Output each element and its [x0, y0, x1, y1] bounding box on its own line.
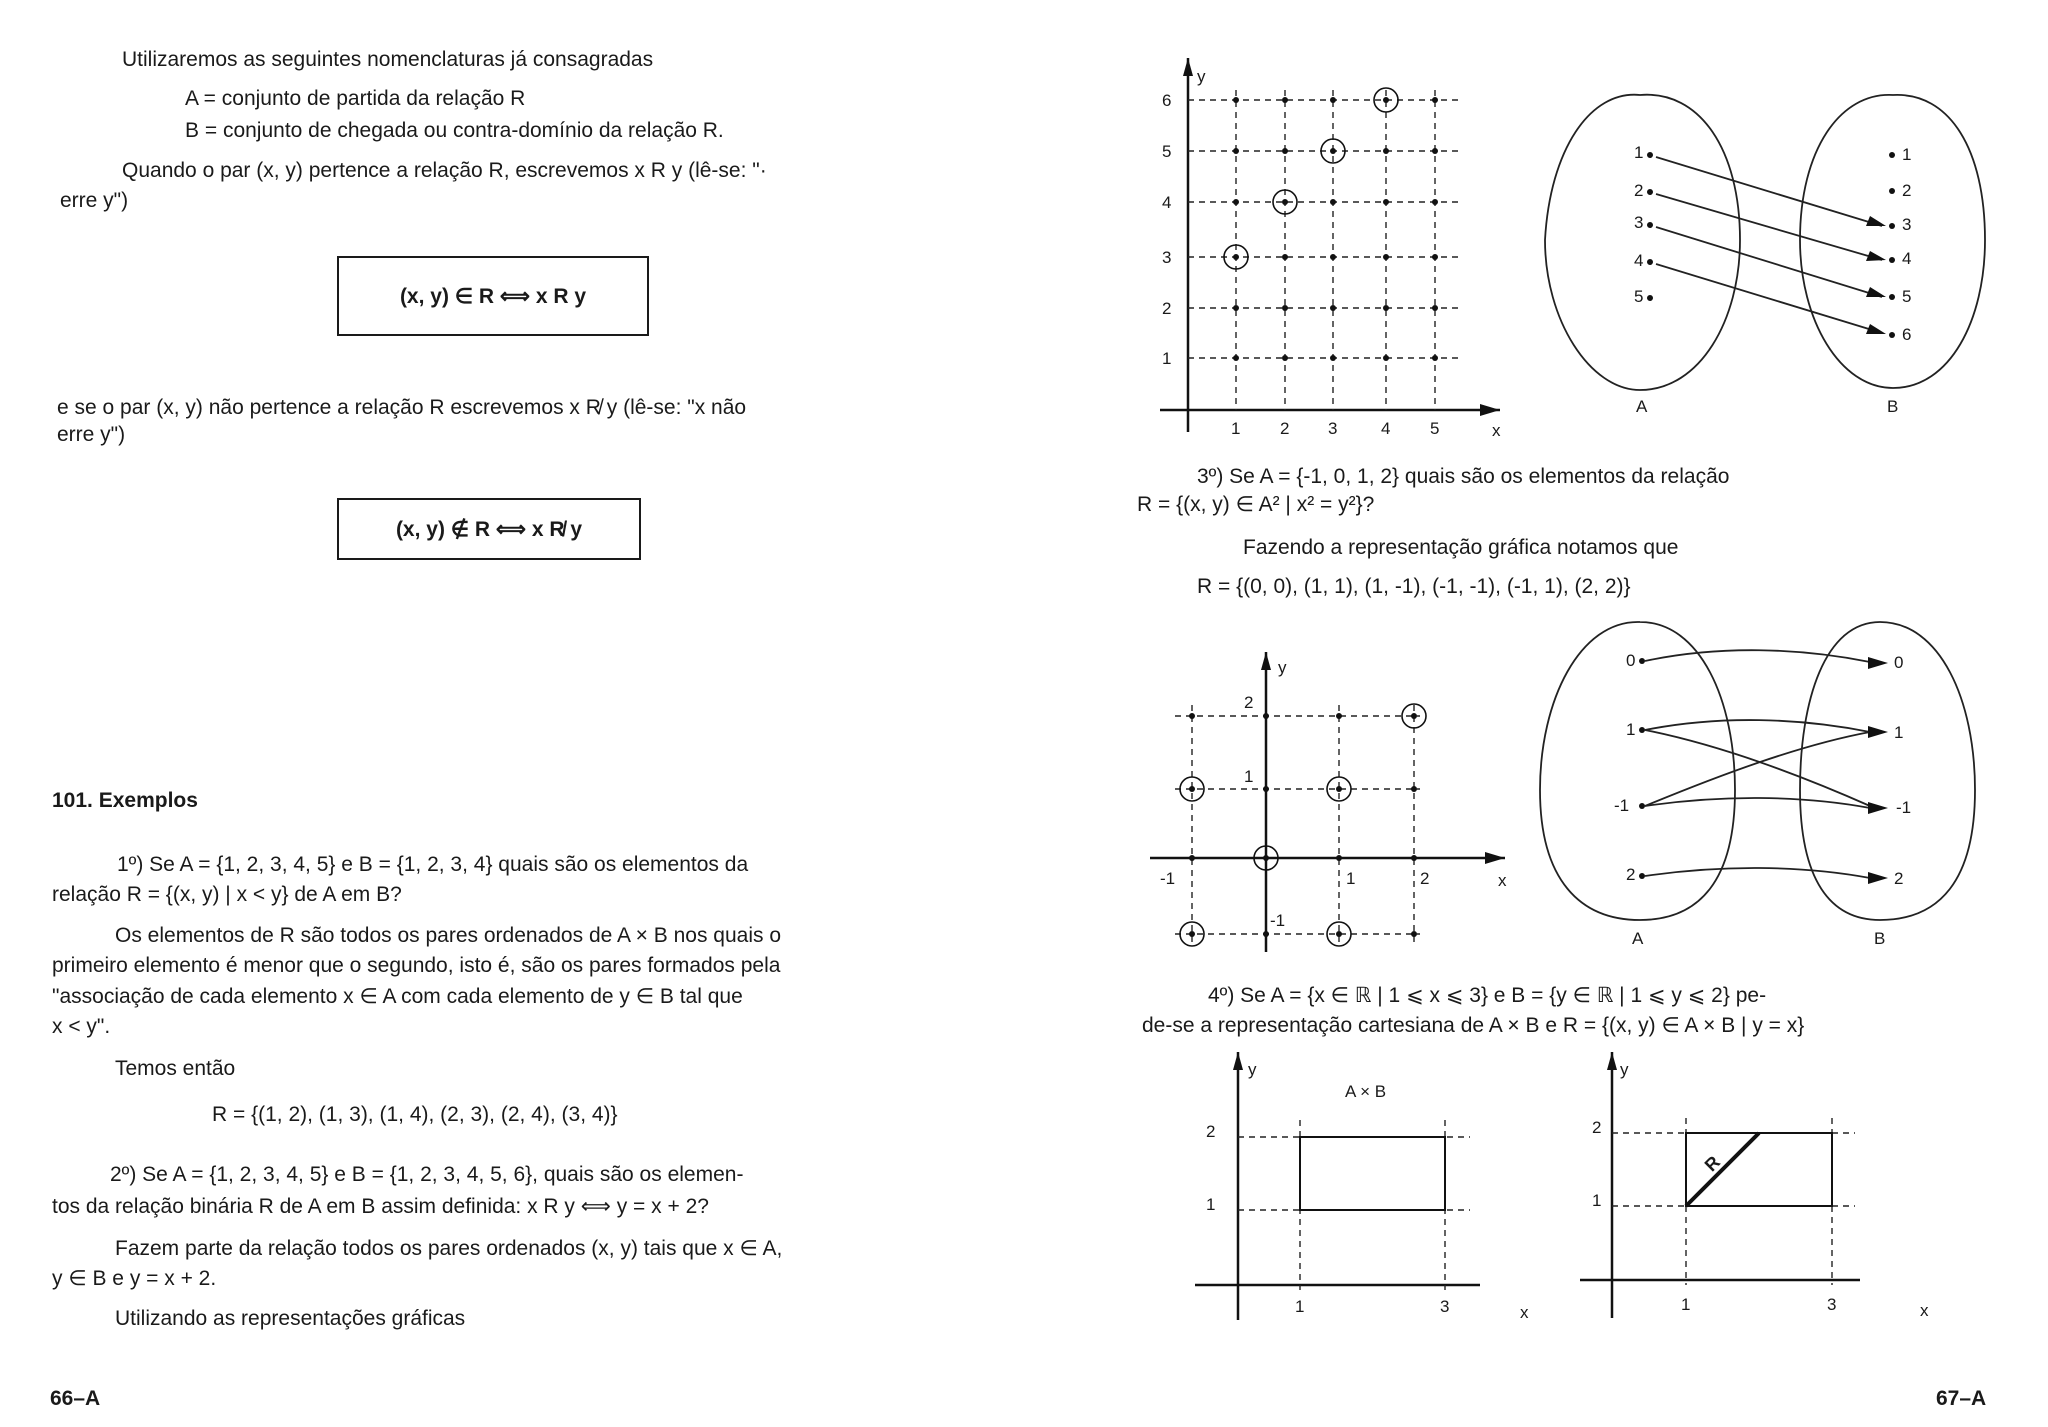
fig3-x-tick-1: 1 [1295, 1297, 1305, 1316]
paragraph-2-line-2: erre y") [57, 423, 126, 446]
example-1-line-2: relação R = {(x, y) | x < y} de A em B? [52, 883, 402, 906]
example-3-line-2: R = {(x, y) ∈ A² | x² = y²}? [1137, 493, 1375, 516]
example-2-line-2: tos da relação binária R de A em B assim definida: x R y ⟺ y = x + 2? [52, 1195, 709, 1218]
fig2-set-a-label: A [1632, 929, 1644, 948]
fig2-b-2: 2 [1894, 869, 1904, 888]
fig1-b-2: 2 [1902, 181, 1912, 200]
fig1-y-tick-3: 3 [1162, 248, 1172, 267]
fig1-a-5: 5 [1634, 287, 1644, 306]
fig4-y-label: y [1620, 1060, 1629, 1079]
fig3-y-label: y [1248, 1060, 1257, 1079]
fig1-x-tick-2: 2 [1280, 419, 1290, 438]
page-number-right: 67–A [1936, 1387, 1987, 1410]
fig1-x-tick-1: 1 [1231, 419, 1241, 438]
fig2-x-label: x [1498, 871, 1507, 890]
fig2-x-tick-2: 2 [1420, 869, 1430, 888]
fig2-a-neg1: -1 [1614, 796, 1630, 815]
example-1-result: R = {(1, 2), (1, 3), (1, 4), (2, 3), (2, 4), (3, 4)} [212, 1103, 618, 1126]
fig1-set-b-label: B [1887, 397, 1899, 416]
fig1-x-tick-4: 4 [1381, 419, 1391, 438]
fig4-y-tick-1: 1 [1592, 1191, 1602, 1210]
fig2-y-tick-2: 2 [1244, 693, 1254, 712]
fig1-y-tick-4: 4 [1162, 193, 1172, 212]
example-2-line-1: 2º) Se A = {1, 2, 3, 4, 5} e B = {1, 2, 3, 4, 5, 6}, quais são os elemen- [110, 1163, 744, 1186]
fig1-b-4: 4 [1902, 249, 1912, 268]
definition-b: B = conjunto de chegada ou contra-domínio da relação R. [185, 119, 724, 142]
fig1-a-4: 4 [1634, 251, 1644, 270]
fig3-title: A × B [1345, 1082, 1387, 1101]
fig3-x-tick-3: 3 [1440, 1297, 1450, 1316]
fig2-b-neg1: -1 [1896, 798, 1912, 817]
fig2-a-2: 2 [1626, 865, 1636, 884]
example-2-para-line-3: Utilizando as representações gráficas [115, 1307, 466, 1330]
fig1-b-1: 1 [1902, 145, 1912, 164]
fig1-b-6: 6 [1902, 325, 1912, 344]
formula-2: (x, y) ∉ R ⟺ x R̸ y [395, 517, 583, 541]
paragraph-1-line-2: erre y") [60, 189, 129, 212]
fig4-x-tick-3: 3 [1827, 1295, 1837, 1314]
fig1-a-1: 1 [1634, 143, 1644, 162]
fig3-y-tick-1: 1 [1206, 1195, 1216, 1214]
fig1-y-tick-6: 6 [1162, 91, 1172, 110]
fig1-x-tick-5: 5 [1430, 419, 1440, 438]
fig4-x-label: x [1920, 1301, 1929, 1320]
fig1-b-3: 3 [1902, 215, 1912, 234]
fig4-region-label: R [1700, 1151, 1725, 1176]
fig4-x-tick-1: 1 [1681, 1295, 1691, 1314]
fig1-x-label: x [1492, 421, 1501, 440]
example-4-line-2: de-se a representação cartesiana de A × B e R = {(x, y) ∈ A × B | y = x} [1142, 1014, 1805, 1037]
definition-a: A = conjunto de partida da relação R [185, 87, 526, 110]
fig2-y-tick-1: 1 [1244, 767, 1254, 786]
fig1-a-2: 2 [1634, 181, 1644, 200]
fig3-x-label: x [1520, 1303, 1529, 1322]
fig2-b-1: 1 [1894, 723, 1904, 742]
example-2-para-line-1: Fazem parte da relação todos os pares ordenados (x, y) tais que x ∈ A, [115, 1237, 783, 1260]
paragraph-1-line-1: Quando o par (x, y) pertence a relação R, escrevemos x R y (lê-se: "· [122, 159, 767, 182]
fig4-y-tick-2: 2 [1592, 1118, 1602, 1137]
fig1-a-3: 3 [1634, 213, 1644, 232]
fig2-x-tick-1: 1 [1346, 869, 1356, 888]
fig2-a-1: 1 [1626, 720, 1636, 739]
fig1-set-a-label: A [1636, 397, 1648, 416]
fig2-x-tick-neg1: -1 [1160, 869, 1176, 888]
fig3-y-tick-2: 2 [1206, 1122, 1216, 1141]
fig2-set-b-label: B [1874, 929, 1886, 948]
example-2-para-line-2: y ∈ B e y = x + 2. [52, 1267, 217, 1290]
fig1-y-tick-2: 2 [1162, 299, 1172, 318]
section-heading: 101. Exemplos [52, 789, 198, 812]
paragraph-2-line-1: e se o par (x, y) não pertence a relação R escrevemos x R̸ y (lê-se: "x não [57, 396, 747, 419]
formula-1: (x, y) ∈ R ⟺ x R y [399, 284, 587, 308]
example-4-line-1: 4º) Se A = {x ∈ ℝ | 1 ⩽ x ⩽ 3} e B = {y ∈ ℝ | 1 ⩽ y ⩽ 2} pe- [1208, 984, 1767, 1007]
example-1-para-line-2: primeiro elemento é menor que o segundo, isto é, são os pares formados pela [52, 954, 781, 977]
example-3-result: R = {(0, 0), (1, 1), (1, -1), (-1, -1), (-1, 1), (2, 2)} [1197, 575, 1631, 598]
example-1-line-1: 1º) Se A = {1, 2, 3, 4, 5} e B = {1, 2, 3, 4} quais são os elementos da [117, 853, 749, 876]
example-1-para-line-4: x < y". [52, 1015, 111, 1038]
example-3-para: Fazendo a representação gráfica notamos que [1243, 536, 1679, 559]
fig1-y-tick-1: 1 [1162, 349, 1172, 368]
fig4-relation-line [1686, 1133, 1759, 1206]
temos-entao: Temos então [115, 1057, 236, 1080]
example-1-para-line-1: Os elementos de R são todos os pares ordenados de A × B nos quais o [115, 924, 782, 947]
fig2-b-0: 0 [1894, 653, 1904, 672]
fig1-y-label: y [1197, 67, 1206, 86]
page-number-left: 66–A [50, 1387, 101, 1410]
fig2-y-tick-neg1: -1 [1270, 911, 1286, 930]
fig1-y-tick-5: 5 [1162, 142, 1172, 161]
intro-text: Utilizaremos as seguintes nomenclaturas já consagradas [122, 48, 654, 71]
example-1-para-line-3: "associação de cada elemento x ∈ A com cada elemento de y ∈ B tal que [52, 985, 743, 1008]
example-3-line-1: 3º) Se A = {-1, 0, 1, 2} quais são os elementos da relação [1197, 465, 1730, 488]
fig2-y-label: y [1278, 658, 1287, 677]
fig1-x-tick-3: 3 [1328, 419, 1338, 438]
fig2-a-0: 0 [1626, 651, 1636, 670]
fig1-b-5: 5 [1902, 287, 1912, 306]
